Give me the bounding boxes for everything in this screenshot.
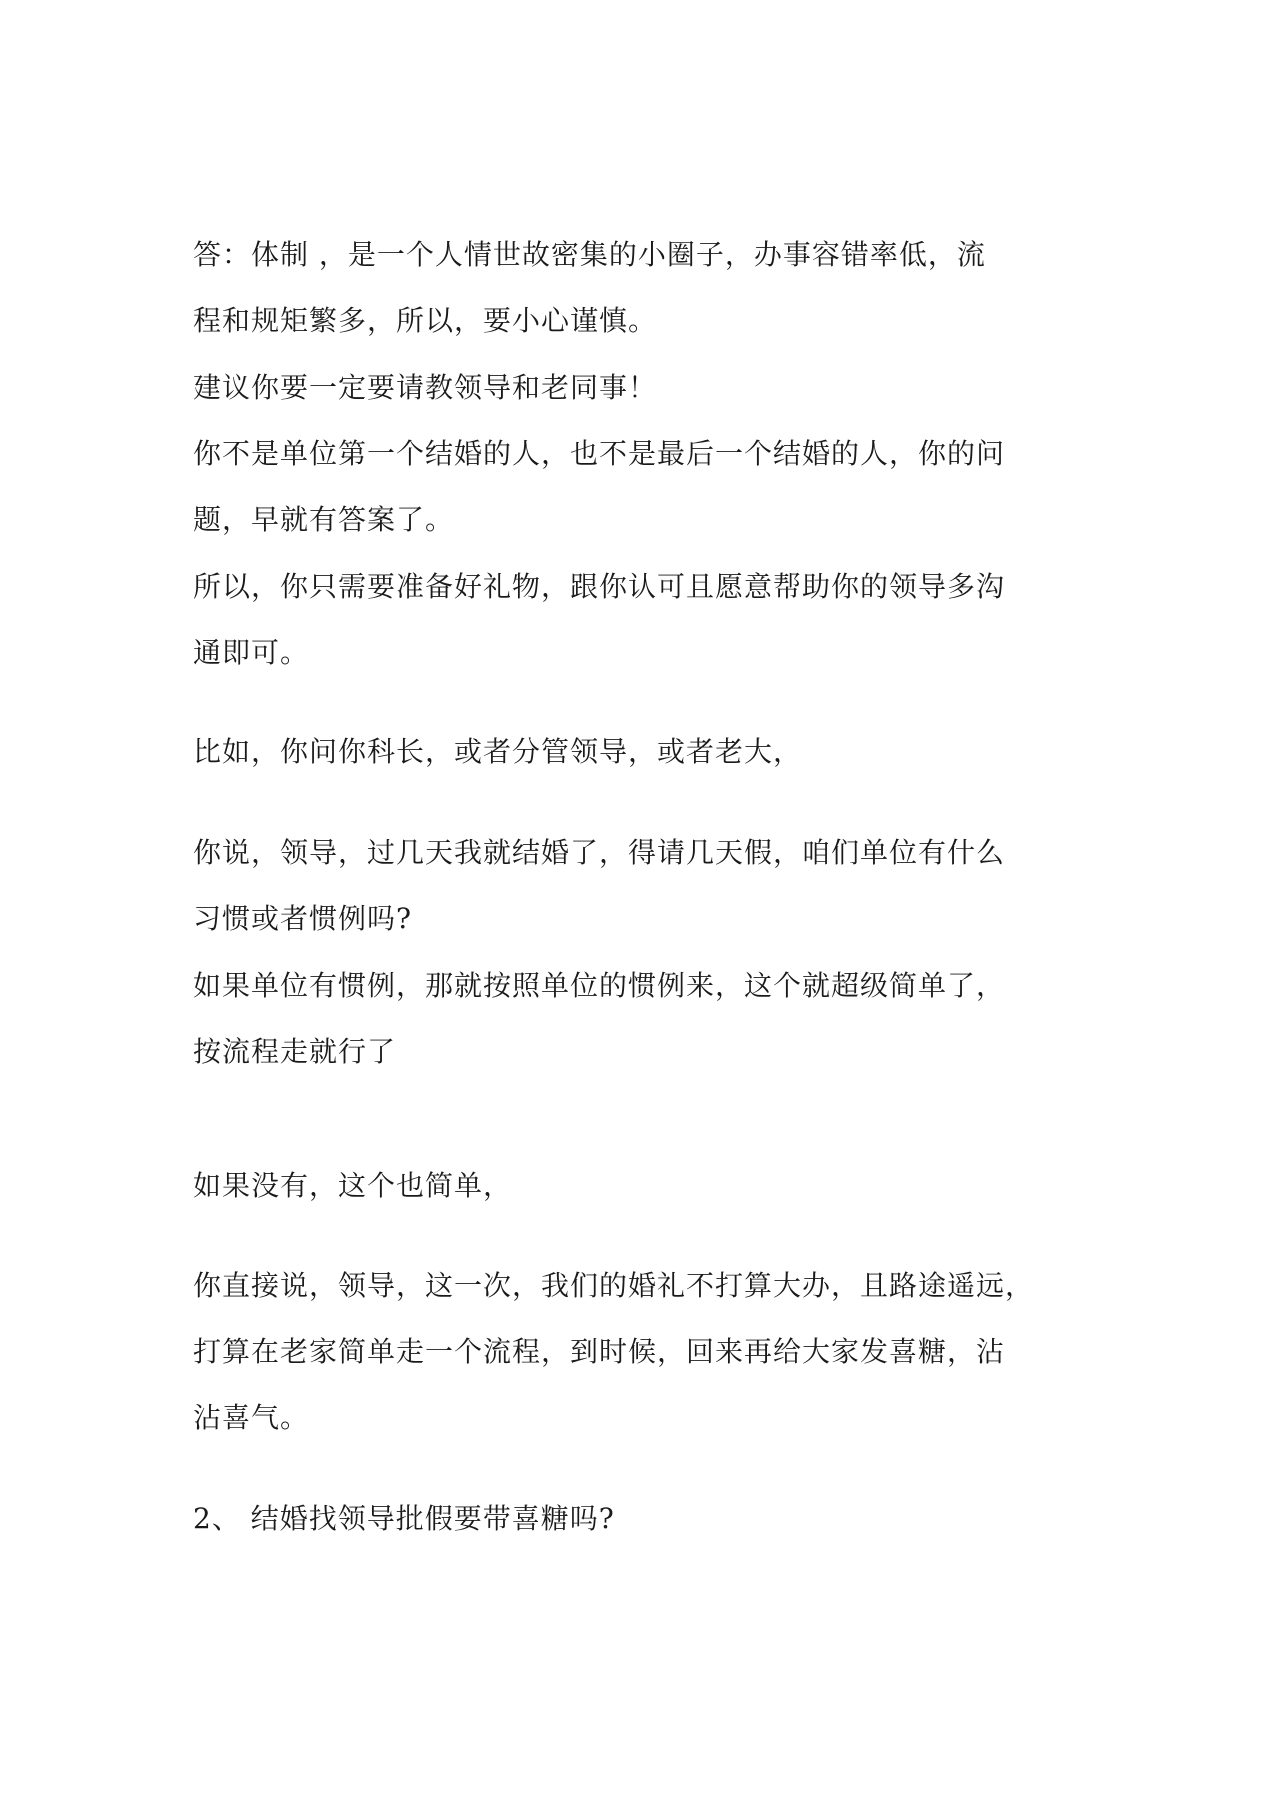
text-line: 按流程走就行了 bbox=[193, 1035, 397, 1068]
text-line: 你说，领导，过几天我就结婚了，得请几天假，咱们单位有什么 bbox=[193, 836, 1006, 869]
paragraph-not-first bbox=[193, 421, 1093, 553]
text-line: 通即可。 bbox=[193, 636, 310, 669]
text-line: 题，早就有答案了。 bbox=[193, 503, 455, 536]
paragraph-advice bbox=[193, 355, 1093, 421]
text-line: 所以，你只需要准备好礼物，跟你认可且愿意帮助你的领导多沟 bbox=[193, 570, 1006, 603]
text-line: 打算在老家简单走一个流程，到时候，回来再给大家发喜糖，沾 bbox=[193, 1335, 1006, 1368]
text-line: 你不是单位第一个结婚的人，也不是最后一个结婚的人，你的问 bbox=[193, 437, 1006, 470]
text-line: 建议你要一定要请教领导和老同事！ bbox=[193, 371, 658, 404]
paragraph-direct-say bbox=[193, 1253, 1093, 1451]
paragraph-for-example bbox=[193, 719, 1093, 785]
paragraph-answer-intro bbox=[193, 222, 1093, 354]
text-line: 2、 结婚找领导批假要带喜糖吗? bbox=[193, 1502, 615, 1535]
text-line: 如果没有，这个也简单， bbox=[193, 1169, 513, 1202]
text-line: 程和规矩繁多，所以，要小心谨慎。 bbox=[193, 304, 658, 337]
paragraph-if-none bbox=[193, 1153, 1093, 1219]
text-line: 如果单位有惯例，那就按照单位的惯例来，这个就超级简单了， bbox=[193, 969, 1006, 1002]
text-line: 比如，你问你科长，或者分管领导，或者老大， bbox=[193, 735, 803, 768]
text-line: 习惯或者惯例吗? bbox=[193, 902, 413, 935]
text-line: 沾喜气。 bbox=[193, 1401, 310, 1434]
paragraph-if-custom bbox=[193, 953, 1093, 1085]
section-heading-2 bbox=[193, 1486, 1093, 1552]
text-line: 你直接说，领导，这一次，我们的婚礼不打算大办，且路途遥远， bbox=[193, 1269, 1035, 1302]
paragraph-prepare-gift bbox=[193, 554, 1093, 686]
paragraph-you-say bbox=[193, 820, 1093, 952]
text-line: 答：体制 ，是一个人情世故密集的小圈子，办事容错率低，流 bbox=[193, 238, 986, 271]
